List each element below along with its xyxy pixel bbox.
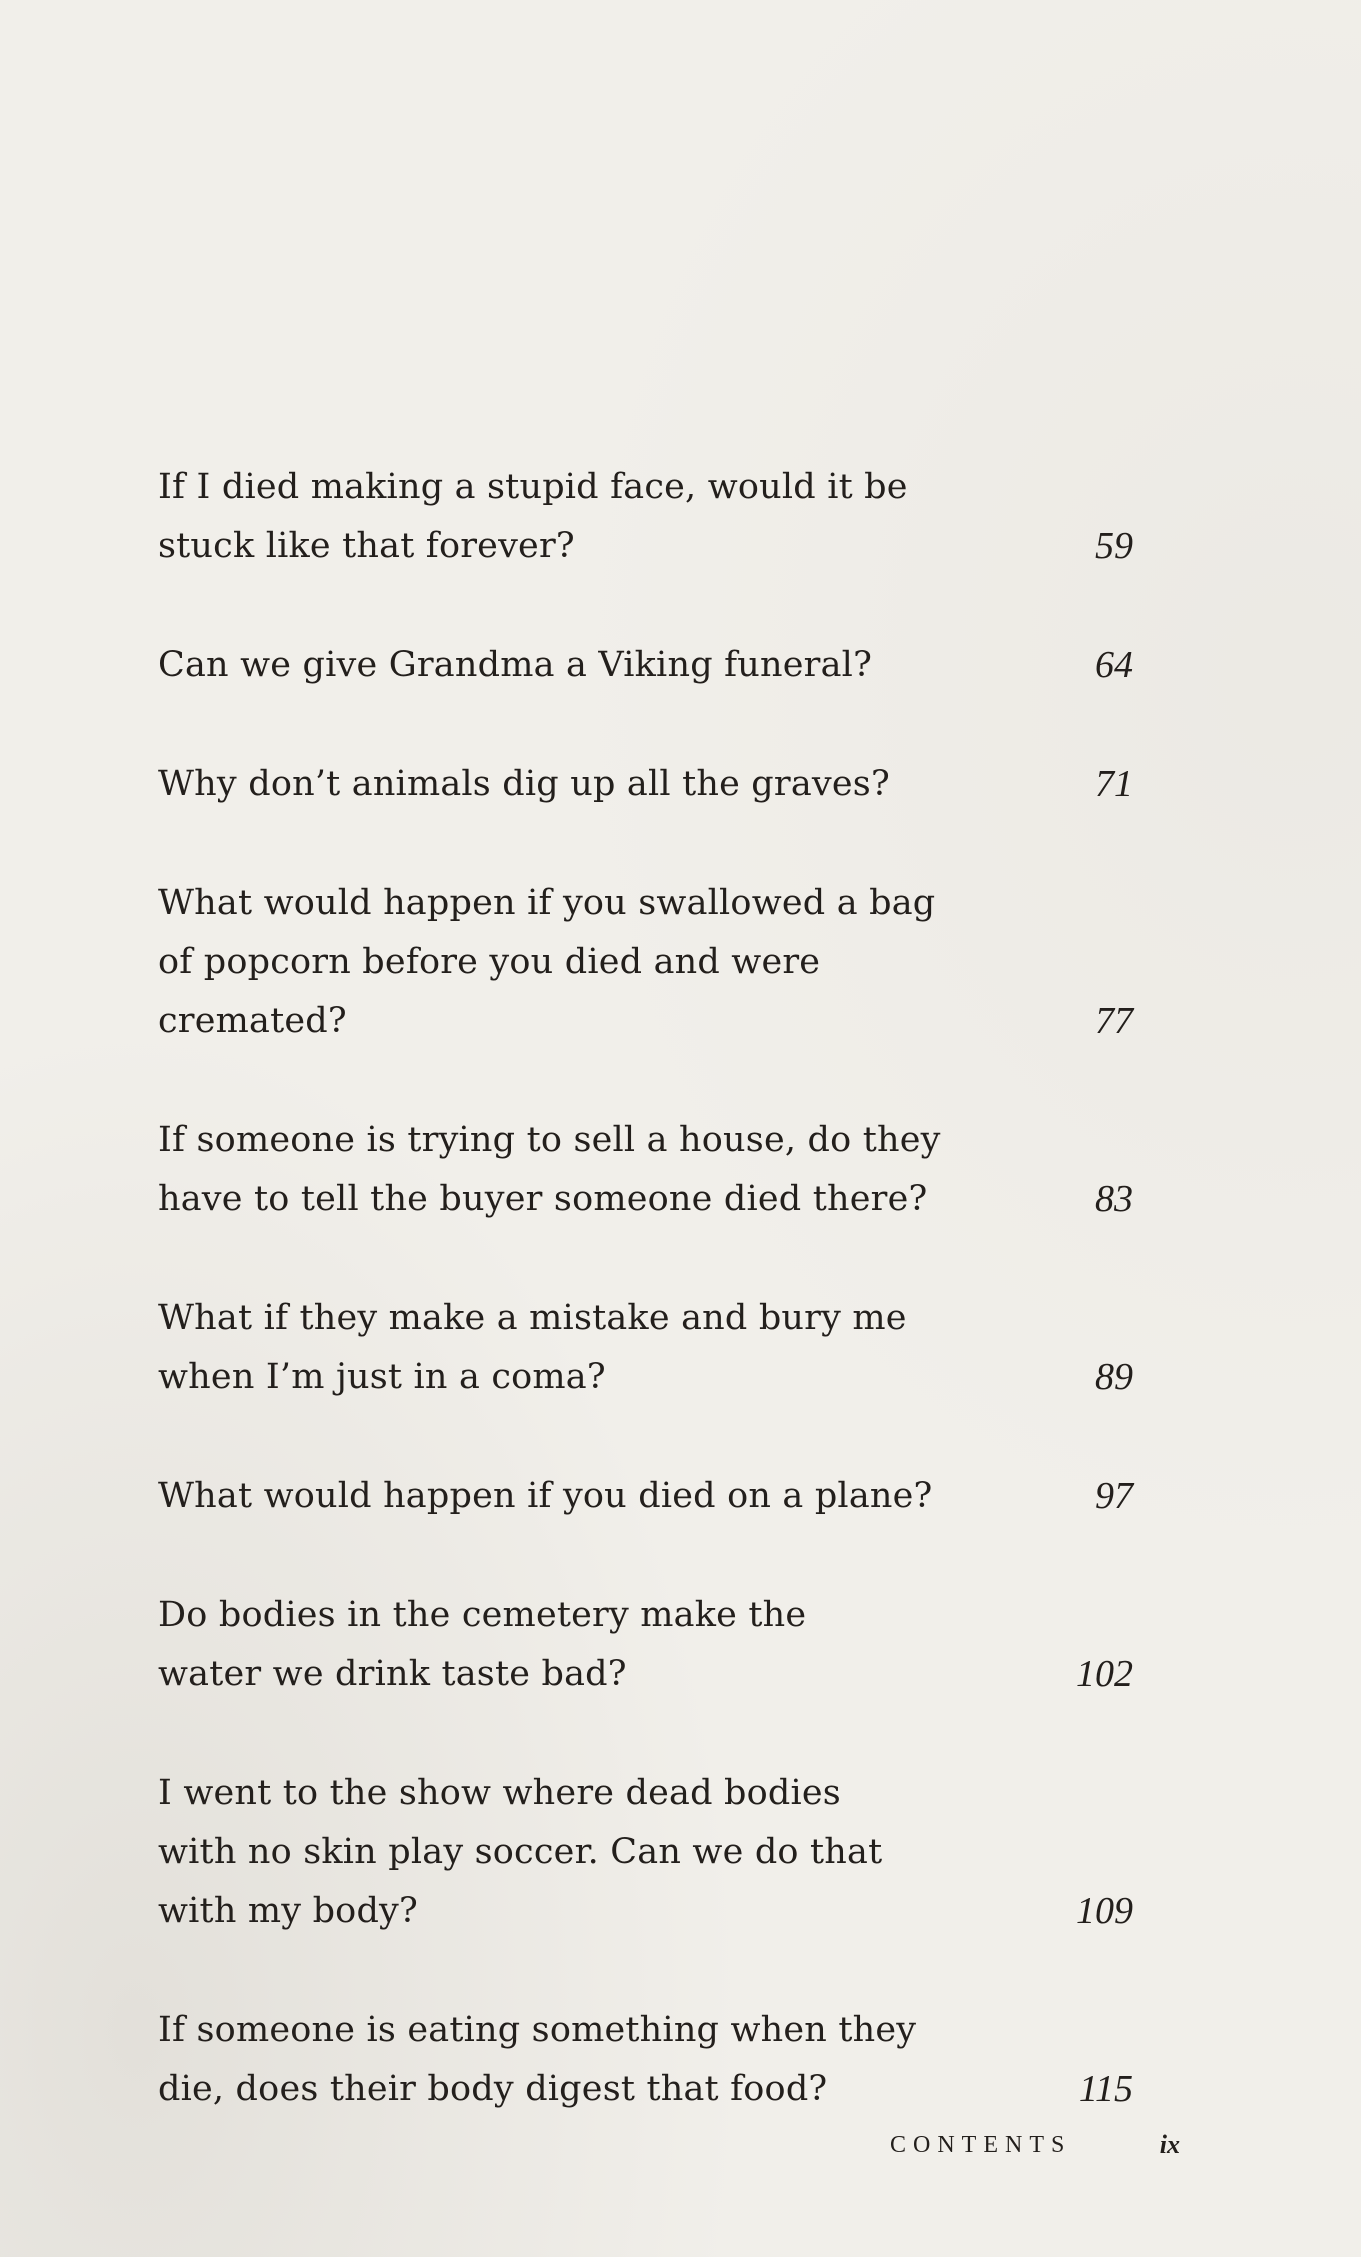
toc-entry-title: What would happen if you died on a plane? — [158, 1476, 933, 1516]
page-number: ix — [1159, 2130, 1180, 2159]
toc-entry-title: What would happen if you swallowed a bag of popcorn before you died and were cremated? — [158, 883, 936, 1041]
toc-entry — [158, 1586, 1133, 1704]
toc-entry-title: I went to the show where dead bodies with no skin play soccer. Can we do that with my body? — [158, 1773, 883, 1931]
toc-entry — [158, 874, 1133, 1051]
toc-entry — [158, 2001, 1133, 2119]
toc-entry-page: 109 — [1076, 1890, 1133, 1932]
toc-entry-title: If someone is trying to sell a house, do they have to tell the buyer someone died there? — [158, 1120, 941, 1219]
toc-entry — [158, 755, 1133, 814]
toc-entry-page: 64 — [1095, 644, 1133, 686]
toc-entry-title: Do bodies in the cemetery make the water we drink taste bad? — [158, 1595, 807, 1694]
toc-entry-title: If someone is eating something when they die, does their body digest that food? — [158, 2010, 917, 2109]
toc-entry-title: Why don’t animals dig up all the graves? — [158, 764, 890, 804]
toc-entry — [158, 636, 1133, 695]
toc-entry — [158, 1467, 1133, 1526]
toc-entry-page: 59 — [1095, 525, 1133, 567]
toc-entry — [158, 1289, 1133, 1407]
toc-entry-page: 89 — [1095, 1356, 1133, 1398]
toc-entry-page: 97 — [1095, 1475, 1133, 1517]
page-footer — [880, 2125, 1180, 2165]
running-footer-label: CONTENTS — [890, 2132, 1072, 2158]
toc-entry-page: 77 — [1095, 1000, 1133, 1042]
toc-entry — [158, 1764, 1133, 1941]
toc-entry-title: Can we give Grandma a Viking funeral? — [158, 645, 873, 685]
toc-entry — [158, 1111, 1133, 1229]
toc-entry-title: If I died making a stupid face, would it be stuck like that forever? — [158, 467, 908, 566]
toc-entry — [158, 458, 1133, 576]
toc-entry-page: 71 — [1095, 763, 1133, 805]
toc-entry-page: 102 — [1076, 1653, 1133, 1695]
toc-entry-page: 83 — [1095, 1178, 1133, 1220]
toc-entry-title: What if they make a mistake and bury me when I’m just in a coma? — [158, 1298, 907, 1397]
table-of-contents — [158, 458, 1133, 2179]
toc-entry-page: 115 — [1078, 2068, 1133, 2110]
